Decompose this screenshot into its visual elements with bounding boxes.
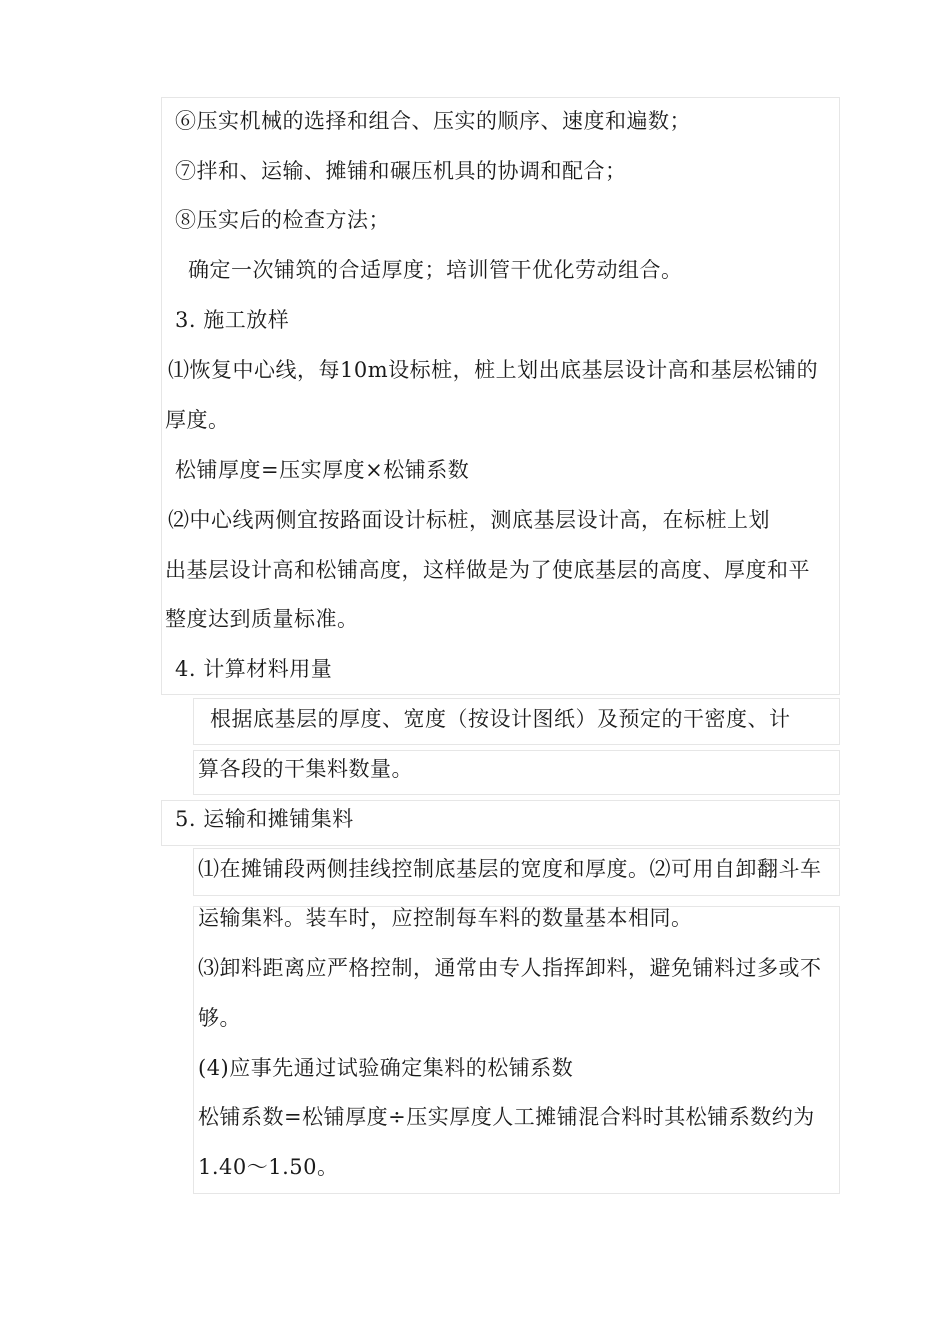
text-line: ⑥压实机械的选择和组合、压实的顺序、速度和遍数；	[175, 109, 691, 133]
text-line: 出基层设计高和松铺高度，这样做是为了使底基层的高度、厚度和平	[165, 558, 810, 582]
text-line: 算各段的干集料数量。	[198, 757, 413, 781]
text-line: 根据底基层的厚度、宽度（按设计图纸）及预定的干密度、计	[210, 707, 791, 731]
formula-line: 松铺系数=松铺厚度÷压实厚度人工摊铺混合料时其松铺系数约为	[198, 1105, 815, 1129]
section-heading: 4. 计算材料用量	[175, 657, 333, 681]
text-line: (4)应事先通过试验确定集料的松铺系数	[198, 1056, 574, 1080]
section-heading: 3. 施工放样	[175, 308, 290, 332]
text-line: ⑵中心线两侧宜按路面设计标桩，测底基层设计高，在标桩上划	[168, 508, 770, 532]
text-line: ⑧压实后的检查方法；	[175, 208, 390, 232]
text-line: ⑦拌和、运输、摊铺和碾压机具的协调和配合；	[175, 159, 627, 183]
text-line: 整度达到质量标准。	[165, 607, 359, 631]
text-line: ⑶卸料距离应严格控制，通常由专人指挥卸料，避免铺料过多或不	[198, 956, 822, 980]
text-line: 够。	[198, 1006, 241, 1030]
frame-bottom-2	[193, 906, 840, 1194]
section-heading: 5. 运输和摊铺集料	[175, 807, 354, 831]
text-line: 运输集料。装车时，应控制每车料的数量基本相同。	[198, 906, 693, 930]
text-line: ⑴在摊铺段两侧挂线控制底基层的宽度和厚度。⑵可用自卸翻斗车	[198, 857, 822, 881]
text-line: 1.40～1.50。	[198, 1155, 339, 1179]
text-line: 厚度。	[165, 408, 230, 432]
text-line: 确定一次铺筑的合适厚度；培训管干优化劳动组合。	[188, 258, 683, 282]
formula-line: 松铺厚度=压实厚度×松铺系数	[175, 458, 470, 482]
text-line: ⑴恢复中心线，每10m设标桩，桩上划出底基层设计高和基层松铺的	[168, 358, 819, 382]
